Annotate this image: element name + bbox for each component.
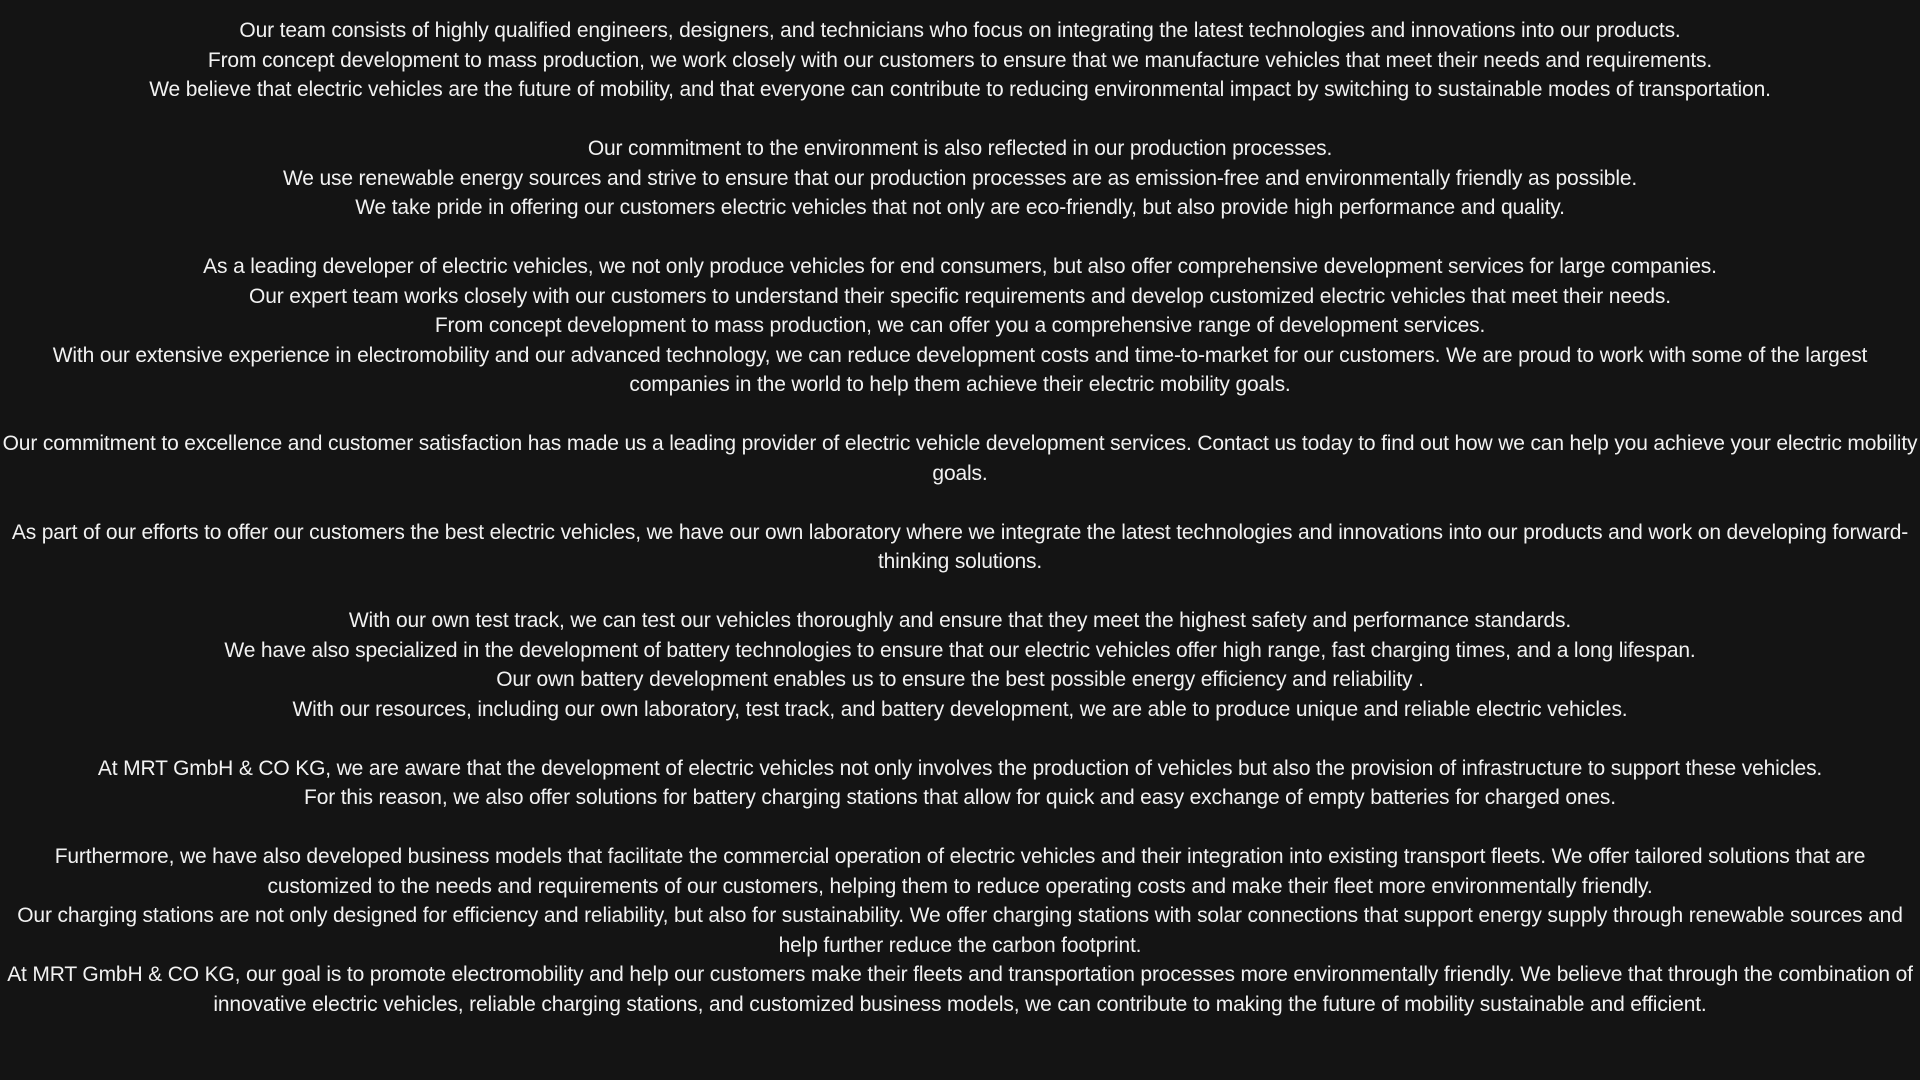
text-line: For this reason, we also offer solutions for battery charging stations that allow for quick and easy exchange of empty batteries for charged ones. bbox=[304, 786, 1616, 809]
paragraph-team bbox=[0, 16, 1920, 105]
text-line: With our resources, including our own laboratory, test track, and battery development, we are able to produce unique and reliable electric vehicles. bbox=[292, 697, 1628, 721]
paragraph-test-track bbox=[0, 606, 1920, 724]
text-line: Our own battery development enables us to ensure the best possible energy efficiency and reliability . bbox=[496, 668, 1424, 691]
paragraph-laboratory bbox=[0, 518, 1920, 577]
text-line: At MRT GmbH & CO KG, our goal is to promote electromobility and help our customers make their fleets and transportation processes more environmentally friendly. We believe that through the combination of innovative electric vehicles, reliable charging stations, and customized business models, we can contribute to making the future of mobility sustainable and efficient. bbox=[7, 963, 1913, 1016]
text-line: We take pride in offering our customers electric vehicles that not only are eco-friendly, but also provide high performance and quality. bbox=[355, 196, 1565, 219]
text-line: Our commitment to excellence and customer satisfaction has made us a leading provider of electric vehicle development services. Contact us today to find out how we can help you achieve your electric mobility goals. bbox=[2, 432, 1918, 485]
paragraph-environment bbox=[0, 134, 1920, 223]
text-line: Furthermore, we have also developed business models that facilitate the commercial operation of electric vehicles and their integration into existing transport fleets. We offer tailored solutions that are customized to the needs and requirements of our customers, helping them to reduce operating costs and make their fleet more environmentally friendly. bbox=[54, 845, 1866, 898]
text-line: Our team consists of highly qualified engineers, designers, and technicians who focus on integrating the latest technologies and innovations into our products. bbox=[239, 19, 1681, 42]
paragraph-excellence bbox=[0, 429, 1920, 488]
paragraph-infrastructure bbox=[0, 754, 1920, 813]
text-line: Our charging stations are not only designed for efficiency and reliability, but also for sustainability. We offer charging stations with solar connections that support energy supply through renewable sources and help further reduce the carbon footprint. bbox=[17, 904, 1903, 957]
text-line: We use renewable energy sources and strive to ensure that our production processes are as emission-free and environmentally friendly as possible. bbox=[282, 166, 1638, 190]
paragraph-business-models bbox=[0, 842, 1920, 1019]
text-line: Our commitment to the environment is also reflected in our production processes. bbox=[587, 137, 1333, 160]
paragraph-development-services bbox=[0, 252, 1920, 400]
text-line: We believe that electric vehicles are the future of mobility, and that everyone can contribute to reducing environmental impact by switching to sustainable modes of transportation. bbox=[149, 78, 1771, 101]
text-line: With our own test track, we can test our vehicles thoroughly and ensure that they meet the highest safety and performance standards. bbox=[348, 609, 1572, 632]
text-line: Our expert team works closely with our customers to understand their specific requirements and develop customized electric vehicles that meet their needs. bbox=[249, 284, 1671, 308]
text-line: As a leading developer of electric vehicles, we not only produce vehicles for end consumers, but also offer comprehensive development services for large companies. bbox=[203, 255, 1717, 278]
text-line: With our extensive experience in electromobility and our advanced technology, we can reduce development costs and time-to-market for our customers. We are proud to work with some of the largest companies in the world to help them achieve their electric mobility goals. bbox=[52, 343, 1868, 396]
text-line: At MRT GmbH & CO KG, we are aware that the development of electric vehicles not only involves the production of vehicles but also the provision of infrastructure to support these vehicles. bbox=[97, 756, 1823, 780]
text-line: As part of our efforts to offer our customers the best electric vehicles, we have our own laboratory where we integrate the latest technologies and innovations into our products and work on developing forward-thinking solutions. bbox=[11, 520, 1909, 573]
text-line: From concept development to mass production, we can offer you a comprehensive range of development services. bbox=[434, 314, 1486, 337]
text-line: We have also specialized in the development of battery technologies to ensure that our electric vehicles offer high range, fast charging times, and a long lifespan. bbox=[224, 638, 1696, 662]
text-line: From concept development to mass production, we work closely with our customers to ensure that we manufacture vehicles that meet their needs and requirements. bbox=[207, 48, 1713, 72]
